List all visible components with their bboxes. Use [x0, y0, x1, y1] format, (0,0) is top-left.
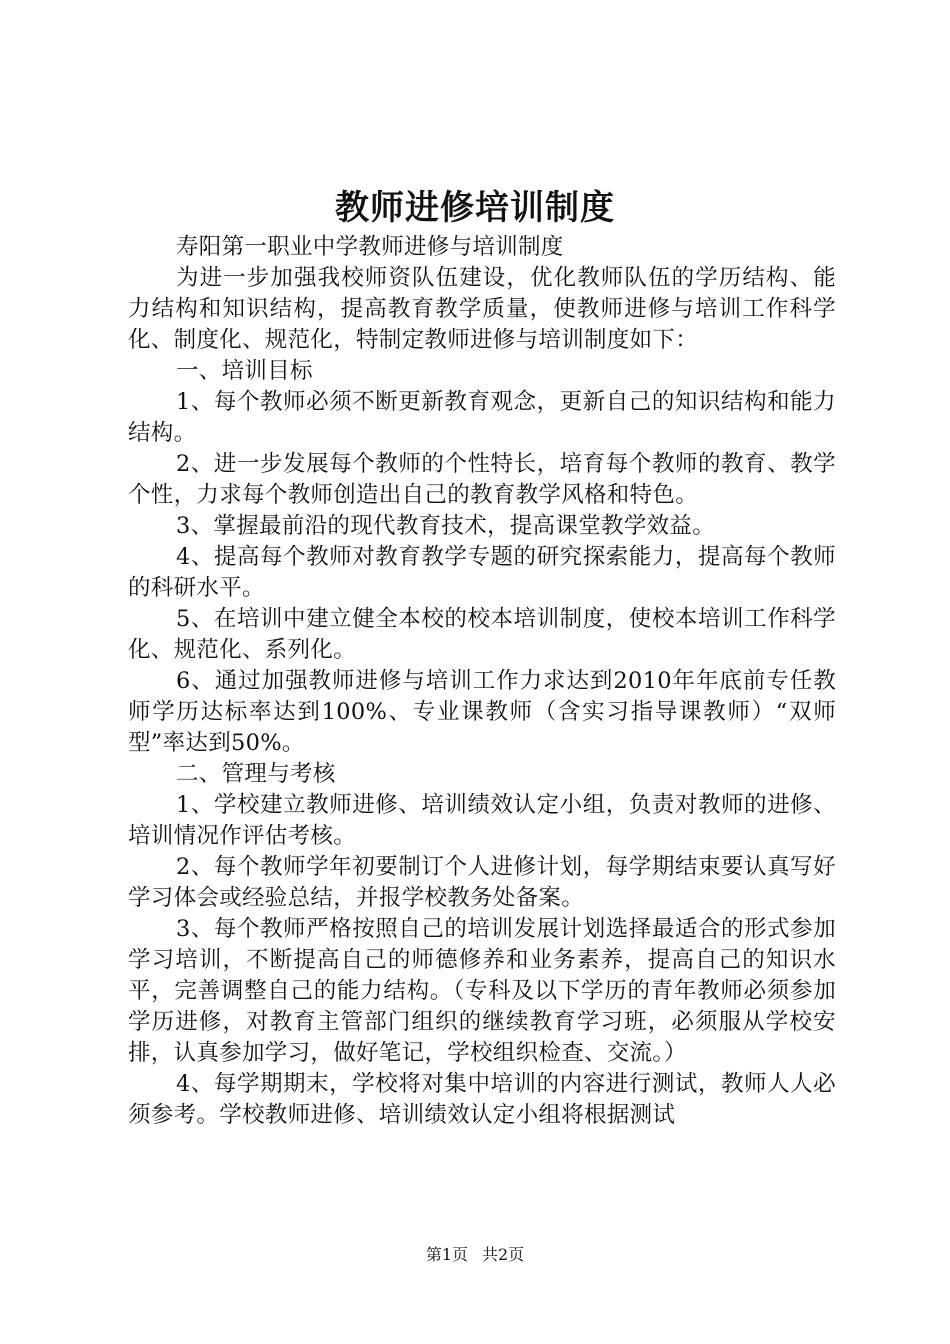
page-number: 第1页	[425, 1245, 468, 1264]
paragraph: 为进一步加强我校师资队伍建设，优化教师队伍的学历结构、能力结构和知识结构，提高教育教学质量，使教师进修与培训工作科学化、制度化、规范化，特制定教师进修与培训制度如下：	[128, 265, 836, 353]
paragraph: 1、每个教师必须不断更新教育观念，更新自己的知识结构和能力结构。	[128, 389, 836, 446]
document-body	[128, 232, 836, 1131]
page-footer	[0, 1244, 950, 1266]
document-subtitle: 寿阳第一职业中学教师进修与培训制度	[176, 234, 564, 260]
paragraph: 6、通过加强教师进修与培训工作力求达到2010年年底前专任教师学历达标率达到100%、专业课教师（含实习指导课教师）“双师型”率达到50%。	[128, 668, 836, 756]
paragraph: 4、每学期期末，学校将对集中培训的内容进行测试，教师人人必须参考。学校教师进修、培训绩效认定小组将根据测试	[128, 1071, 836, 1128]
section-heading: 一、培训目标	[176, 358, 313, 384]
page-total: 共2页	[482, 1245, 525, 1264]
paragraph: 3、每个教师严格按照自己的培训发展计划选择最适合的形式参加学习培训，不断提高自己的师德修养和业务素养，提高自己的知识水平，完善调整自己的能力结构。（专科及以下学历的青年教师必须参加学历进修，对教育主管部门组织的继续教育学习班，必须服从学校安排，认真参加学习，做好笔记，学校组织检查、交流。）	[128, 916, 836, 1066]
paragraph: 5、在培训中建立健全本校的校本培训制度，使校本培训工作科学化、规范化、系列化。	[128, 606, 836, 663]
paragraph: 2、每个教师学年初要制订个人进修计划，每学期结束要认真写好学习体会或经验总结，并报学校教务处备案。	[128, 854, 836, 911]
paragraph: 1、学校建立教师进修、培训绩效认定小组，负责对教师的进修、培训情况作评估考核。	[128, 792, 836, 849]
paragraph: 3、掌握最前沿的现代教育技术，提高课堂教学效益。	[176, 513, 716, 539]
section-heading: 二、管理与考核	[176, 761, 336, 787]
document-title: 教师进修培训制度	[335, 188, 615, 228]
paragraph: 4、提高每个教师对教育教学专题的研究探索能力，提高每个教师的科研水平。	[128, 544, 836, 601]
paragraph: 2、进一步发展每个教师的个性特长，培育每个教师的教育、教学个性，力求每个教师创造出自己的教育教学风格和特色。	[128, 451, 836, 508]
